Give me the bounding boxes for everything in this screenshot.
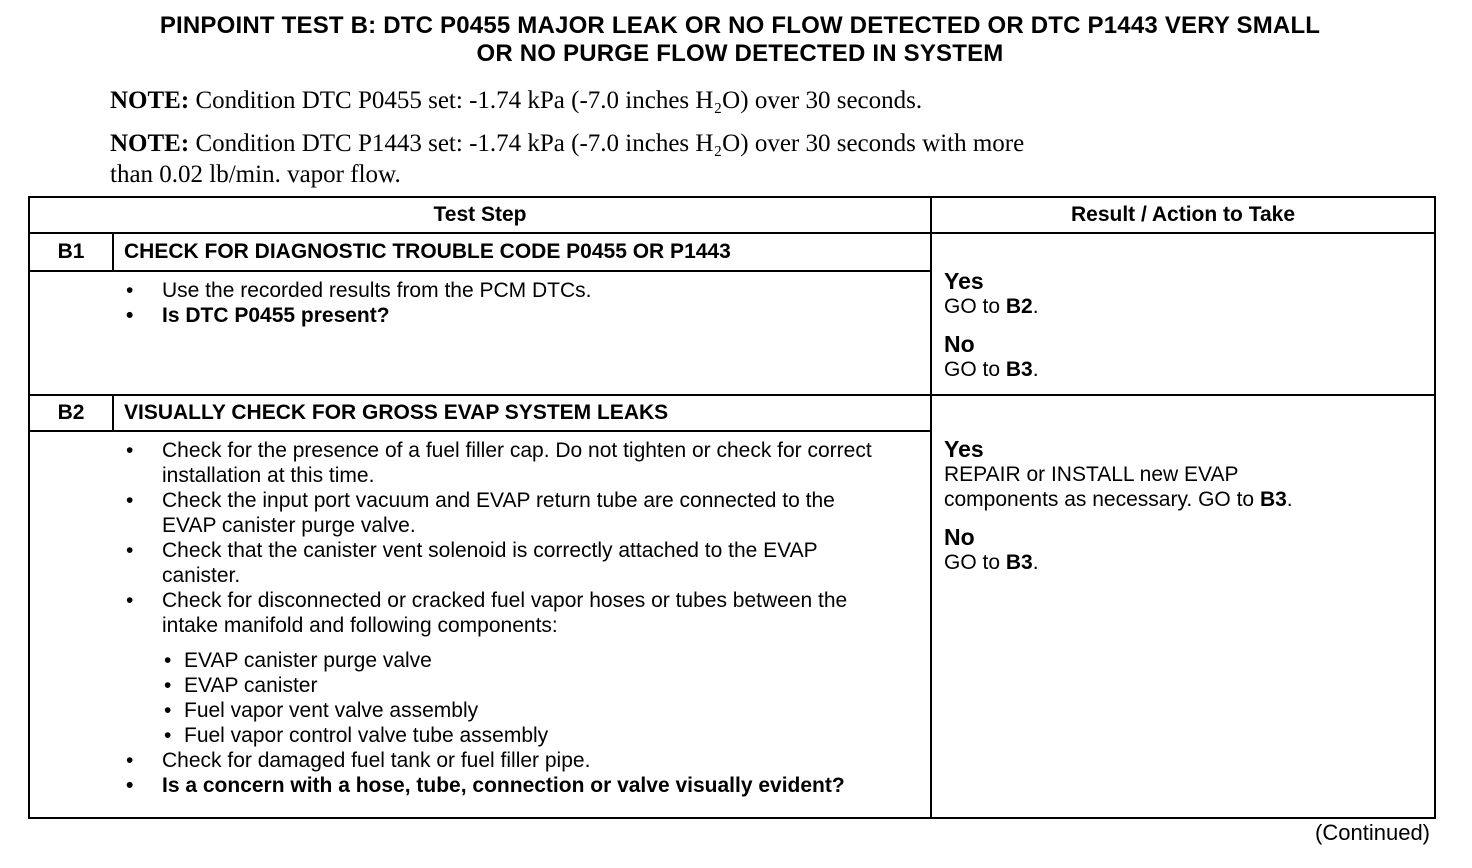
note-label: NOTE: — [110, 87, 190, 114]
list-item: • Check the input port vacuum and EVAP return tube are connected to the EVAP canister purge valve. — [30, 488, 890, 538]
list-item: • Is DTC P0455 present? — [30, 303, 930, 328]
table-header-row — [29, 197, 1435, 233]
pinpoint-test-table — [28, 196, 1436, 819]
no-label: No — [944, 524, 975, 550]
yes-action: GO to B2. — [944, 295, 1039, 318]
step-heading: VISUALLY CHECK FOR GROSS EVAP SYSTEM LEAKS — [113, 395, 931, 431]
sub-list-item: • Fuel vapor vent valve assembly — [30, 698, 890, 723]
list-item: • Check for disconnected or cracked fuel vapor hoses or tubes between the intake manifold and following components: — [30, 588, 890, 638]
step-b2-result — [931, 395, 1435, 818]
list-item: • Check for damaged fuel tank or fuel filler pipe. — [30, 748, 890, 773]
note-p1443 — [110, 128, 1360, 190]
note-label: NOTE: — [110, 130, 190, 157]
step-b1-heading-row — [29, 233, 1435, 271]
note-p0455 — [110, 85, 1360, 116]
yes-action: REPAIR or INSTALL new EVAP components as necessary. GO to B3. — [944, 463, 1293, 511]
header-test-step: Test Step — [29, 197, 931, 233]
note-text: Condition DTC P1443 set: -1.74 kPa (-7.0 inches H₂O) over 30 seconds with more — [195, 130, 1025, 157]
page-title — [40, 12, 1440, 68]
yes-label: Yes — [944, 268, 984, 294]
sub-list-item: • EVAP canister — [30, 673, 890, 698]
list-item: • Check that the canister vent solenoid is correctly attached to the EVAP canister. — [30, 538, 890, 588]
step-b1-result — [931, 233, 1435, 395]
list-item: • Is a concern with a hose, tube, connection or valve visually evident? — [30, 773, 890, 798]
title-line-1: PINPOINT TEST B: DTC P0455 MAJOR LEAK OR NO FLOW DETECTED OR DTC P1443 VERY SMALL — [159, 12, 1321, 39]
sub-list-item: • Fuel vapor control valve tube assembly — [30, 723, 890, 748]
no-action: GO to B3. — [944, 551, 1039, 574]
no-label: No — [944, 331, 975, 357]
yes-label: Yes — [944, 436, 984, 462]
step-heading: CHECK FOR DIAGNOSTIC TROUBLE CODE P0455 OR P1443 — [113, 233, 931, 271]
no-action: GO to B3. — [944, 358, 1039, 381]
step-b1-body — [29, 271, 931, 395]
header-result-action: Result / Action to Take — [931, 197, 1435, 233]
step-id: B2 — [29, 395, 113, 431]
step-b2-body — [29, 431, 931, 818]
step-b2-heading-row — [29, 395, 1435, 431]
step-id: B1 — [29, 233, 113, 271]
sub-list-item: • EVAP canister purge valve — [30, 648, 890, 673]
note-text: Condition DTC P0455 set: -1.74 kPa (-7.0 inches H₂O) over 30 seconds. — [195, 87, 923, 114]
list-item: • Use the recorded results from the PCM DTCs. — [30, 278, 930, 303]
note-text-continued: than 0.02 lb/min. vapor flow. — [110, 161, 401, 188]
list-item: • Check for the presence of a fuel filler cap. Do not tighten or check for correct installation at this time. — [30, 438, 890, 488]
continued-label: (Continued) — [1315, 820, 1430, 845]
title-line-2: OR NO PURGE FLOW DETECTED IN SYSTEM — [476, 40, 1004, 67]
